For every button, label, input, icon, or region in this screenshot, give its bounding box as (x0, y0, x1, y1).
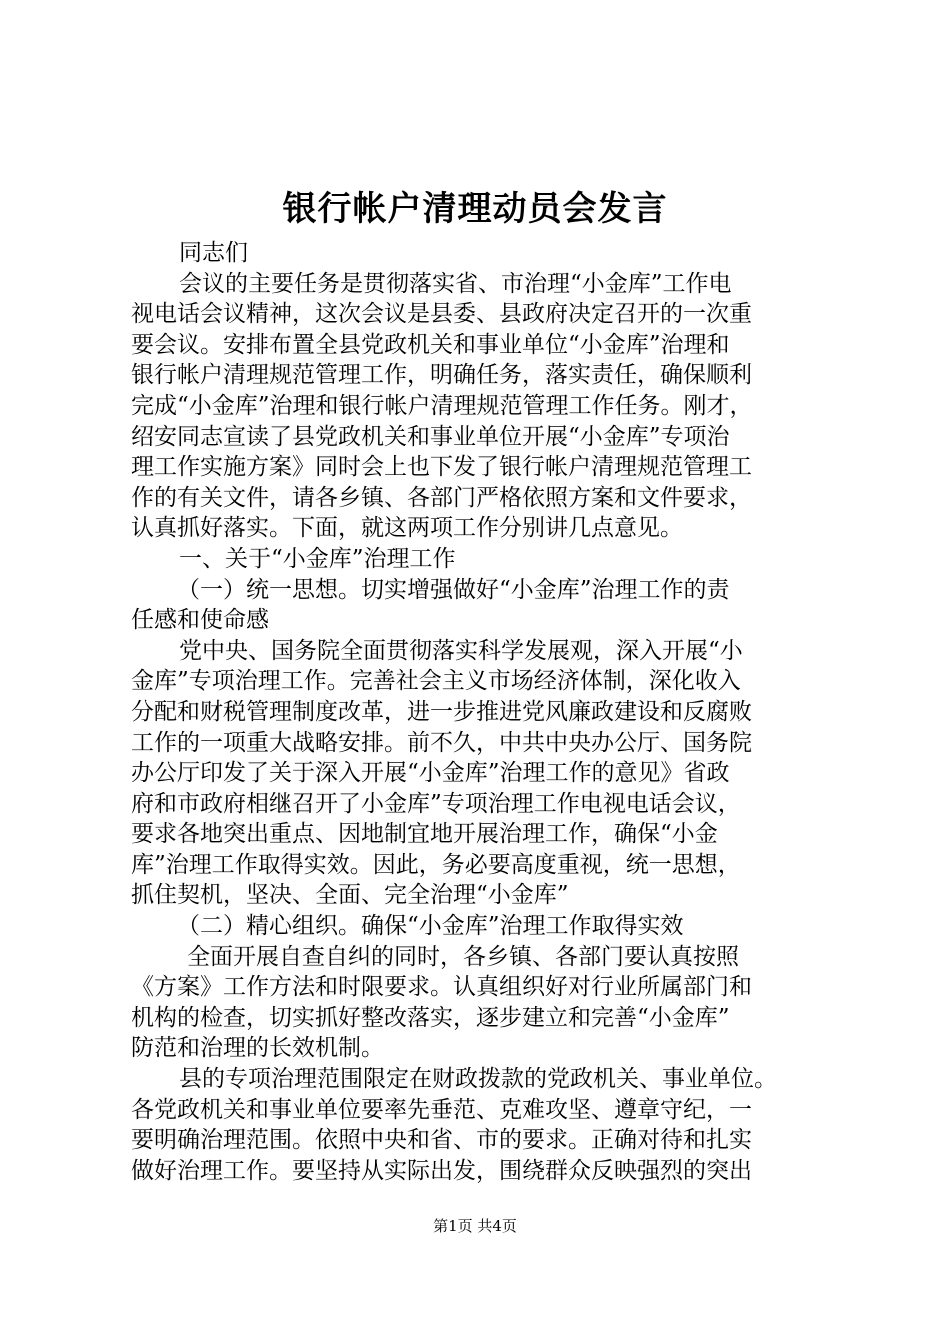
body-line: 各党政机关和事业单位要率先垂范、克难攻坚、遵章守纪，一 (131, 1096, 752, 1123)
body-line: 认真抓好落实。下面，就这两项工作分别讲几点意见。 (131, 515, 683, 542)
page-number: 第1页 共4页 (433, 1217, 517, 1235)
body-line: 会议的主要任务是贯彻落实省、市治理“小金库”工作电 (179, 270, 732, 297)
body-line: 任感和使命感 (131, 607, 269, 634)
body-line: 防范和治理的长效机制。 (131, 1035, 384, 1062)
body-line: 库”治理工作取得实效。因此，务必要高度重视，统一思想， (131, 851, 741, 878)
subsection-heading: （二）精心组织。确保“小金库”治理工作取得实效 (177, 913, 684, 940)
body-line: 理工作实施方案》同时会上也下发了银行帐户清理规范管理工 (131, 454, 752, 481)
body-line: 银行帐户清理规范管理工作，明确任务，落实责任，确保顺利 (131, 362, 752, 389)
body-line: 工作的一项重大战略安排。前不久，中共中央办公厅、国务院 (131, 729, 752, 756)
body-line: 做好治理工作。要坚持从实际出发，围绕群众反映强烈的突出 (131, 1157, 752, 1184)
body-line: 抓住契机，坚决、全面、完全治理“小金库” (131, 882, 569, 909)
body-line: 完成“小金库”治理和银行帐户清理规范管理工作任务。刚才， (131, 392, 753, 419)
subsection-heading: （一）统一思想。切实增强做好“小金库”治理工作的责 (177, 576, 730, 603)
body-line: 县的专项治理范围限定在财政拨款的党政机关、事业单位。 (179, 1066, 777, 1093)
document-body (131, 238, 831, 1186)
section-heading: 一、关于“小金库”治理工作 (179, 545, 456, 572)
body-line: 党中央、国务院全面贯彻落实科学发展观，深入开展“小 (179, 637, 743, 664)
body-line: 绍安同志宣读了县党政机关和事业单位开展“小金库”专项治 (131, 423, 730, 450)
body-line: 视电话会议精神，这次会议是县委、县政府决定召开的一次重 (131, 301, 752, 328)
body-line: 全面开展自查自纠的同时，各乡镇、各部门要认真按照 (187, 943, 739, 970)
body-line: 要会议。安排布置全县党政机关和事业单位“小金库”治理和 (131, 331, 730, 358)
body-line: 《方案》工作方法和时限要求。认真组织好对行业所属部门和 (131, 974, 752, 1001)
body-line: 金库”专项治理工作。完善社会主义市场经济体制，深化收入 (131, 668, 741, 695)
body-line: 作的有关文件，请各乡镇、各部门严格依照方案和文件要求， (131, 484, 752, 511)
document-title: 银行帐户清理动员会发言 (282, 189, 668, 229)
body-line: 同志们 (179, 240, 248, 266)
body-line: 分配和财税管理制度改革，进一步推进党风廉政建设和反腐败 (131, 698, 752, 725)
body-line: 府和市政府相继召开了小金库”专项治理工作电视电话会议， (131, 790, 741, 817)
body-line: 机构的检查，切实抓好整改落实，逐步建立和完善“小金库” (131, 1004, 730, 1031)
body-line: 要求各地突出重点、因地制宜地开展治理工作，确保“小金 (131, 821, 718, 848)
body-line: 要明确治理范围。依照中央和省、市的要求。正确对待和扎实 (131, 1127, 752, 1154)
body-line: 办公厅印发了关于深入开展“小金库”治理工作的意见》省政 (131, 760, 730, 787)
